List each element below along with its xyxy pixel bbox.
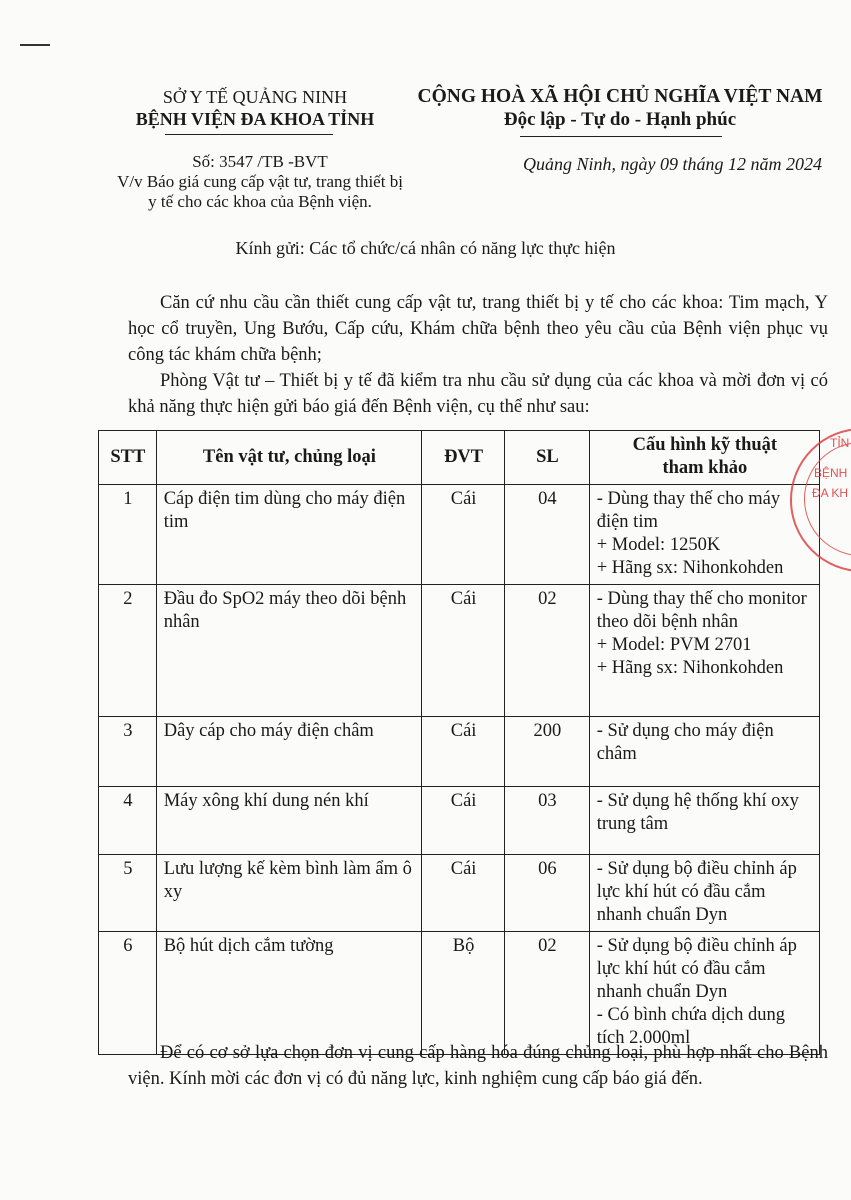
cell-dvt: Cái	[422, 485, 505, 585]
cell-dvt: Cái	[422, 787, 505, 855]
cell-stt: 3	[99, 717, 157, 787]
cell-sl: 06	[505, 855, 590, 932]
items-table	[98, 430, 820, 1055]
seal-text-middle: BỆNH	[814, 466, 848, 480]
table-row	[99, 585, 820, 717]
table-row	[99, 485, 820, 585]
cell-name: Đầu đo SpO2 máy theo dõi bệnh nhân	[156, 585, 421, 717]
cell-name: Lưu lượng kế kèm bình làm ẩm ô xy	[156, 855, 421, 932]
department-name: SỞ Y TẾ QUẢNG NINH	[162, 87, 348, 107]
subject-line-2: y tế cho các khoa của Bệnh viện.	[148, 192, 372, 211]
cell-stt: 2	[99, 585, 157, 717]
cell-name: Máy xông khí dung nén khí	[156, 787, 421, 855]
table-row	[99, 717, 820, 787]
cell-sl: 02	[505, 585, 590, 717]
cell-spec	[589, 585, 819, 717]
cell-name: Bộ hút dịch cắm tường	[156, 932, 421, 1055]
header-stt: STT	[99, 431, 157, 485]
nation-motto: Độc lập - Tự do - Hạnh phúc	[503, 109, 737, 130]
spec-line: - Có bình chứa dịch dung tích 2.000ml	[596, 1005, 786, 1048]
cell-stt: 4	[99, 787, 157, 855]
spec-line: - Sử dụng cho máy điện châm	[596, 721, 774, 764]
seal-text-top: TỈN	[830, 436, 850, 450]
table-row	[99, 787, 820, 855]
document-date: Quảng Ninh, ngày 09 tháng 12 năm 2024	[523, 154, 822, 174]
table-header-row	[99, 431, 820, 485]
spec-line: - Sử dụng hệ thống khí oxy trung tâm	[596, 791, 799, 834]
header-spec	[589, 431, 819, 485]
motto-underline	[520, 136, 722, 137]
paragraph-request: Phòng Vật tư – Thiết bị y tế đã kiểm tra nhu cầu sử dụng của các khoa và mời đơn vị có khả năng thực hiện gửi báo giá đến Bệnh viện, cụ thể như sau:	[128, 371, 828, 417]
spec-line: + Model: PVM 2701	[596, 635, 752, 655]
cell-name: Cáp điện tim dùng cho máy điện tim	[156, 485, 421, 585]
cell-dvt: Bộ	[422, 932, 505, 1055]
cell-sl: 02	[505, 932, 590, 1055]
recipient-line: Kính gửi: Các tổ chức/cá nhân có năng lực thực hiện	[235, 238, 616, 258]
spec-line: - Sử dụng bộ điều chỉnh áp lực khí hút có đầu cắm nhanh chuẩn Dyn	[596, 936, 797, 1002]
cell-spec	[589, 485, 819, 585]
paragraph-basis: Căn cứ nhu cầu cần thiết cung cấp vật tư, trang thiết bị y tế cho các khoa: Tim mạch, Y học cổ truyền, Ung Bướu, Cấp cứu, Khám chữa bệnh theo yêu cầu của Bệnh viện phục vụ công tác khám chữa bệnh;	[128, 293, 828, 365]
nation-title: CỘNG HOÀ XÃ HỘI CHỦ NGHĨA VIỆT NAM	[417, 86, 823, 107]
spec-line: + Hãng sx: Nihonkohden	[596, 558, 784, 578]
header-name: Tên vật tư, chủng loại	[156, 431, 421, 485]
cell-stt: 5	[99, 855, 157, 932]
spec-line: - Dùng thay thế cho monitor theo dõi bệnh nhân	[596, 589, 807, 632]
header-spec-line-2: tham khảo	[662, 458, 748, 478]
cell-dvt: Cái	[422, 855, 505, 932]
cell-dvt: Cái	[422, 585, 505, 717]
spec-line: + Model: 1250K	[596, 535, 721, 555]
subject-line-1: V/v Báo giá cung cấp vật tư, trang thiết bị	[117, 172, 403, 191]
header-spec-line-1: Cấu hình kỹ thuật	[632, 435, 778, 455]
cell-sl: 03	[505, 787, 590, 855]
document-number: Số: 3547 /TB -BVT	[192, 152, 328, 171]
scan-mark	[20, 44, 50, 46]
header-sl: SL	[505, 431, 590, 485]
nation-block	[400, 86, 840, 132]
cell-sl: 200	[505, 717, 590, 787]
cell-spec	[589, 932, 819, 1055]
cell-spec	[589, 787, 819, 855]
cell-stt: 1	[99, 485, 157, 585]
document-reference	[70, 152, 450, 212]
issuer-underline	[165, 134, 333, 135]
table-row	[99, 932, 820, 1055]
paragraph-closing: Để có cơ sở lựa chọn đơn vị cung cấp hàng hóa đúng chủng loại, phù hợp nhất cho Bệnh viện. Kính mời các đơn vị có đủ năng lực, kinh nghiệm cung cấp báo giá đến.	[128, 1043, 828, 1089]
cell-stt: 6	[99, 932, 157, 1055]
spec-line: - Sử dụng bộ điều chỉnh áp lực khí hút có đầu cắm nhanh chuẩn Dyn	[596, 859, 797, 925]
hospital-name: BỆNH VIỆN ĐA KHOA TỈNH	[135, 109, 375, 129]
table-row	[99, 855, 820, 932]
header-dvt: ĐVT	[422, 431, 505, 485]
cell-name: Dây cáp cho máy điện châm	[156, 717, 421, 787]
spec-line: - Dùng thay thế cho máy điện tim	[596, 489, 781, 532]
cell-dvt: Cái	[422, 717, 505, 787]
cell-spec	[589, 717, 819, 787]
cell-sl: 04	[505, 485, 590, 585]
cell-spec	[589, 855, 819, 932]
issuer-block	[120, 86, 390, 130]
spec-line: + Hãng sx: Nihonkohden	[596, 658, 784, 678]
seal-text-lower: ĐA KH	[812, 486, 849, 500]
